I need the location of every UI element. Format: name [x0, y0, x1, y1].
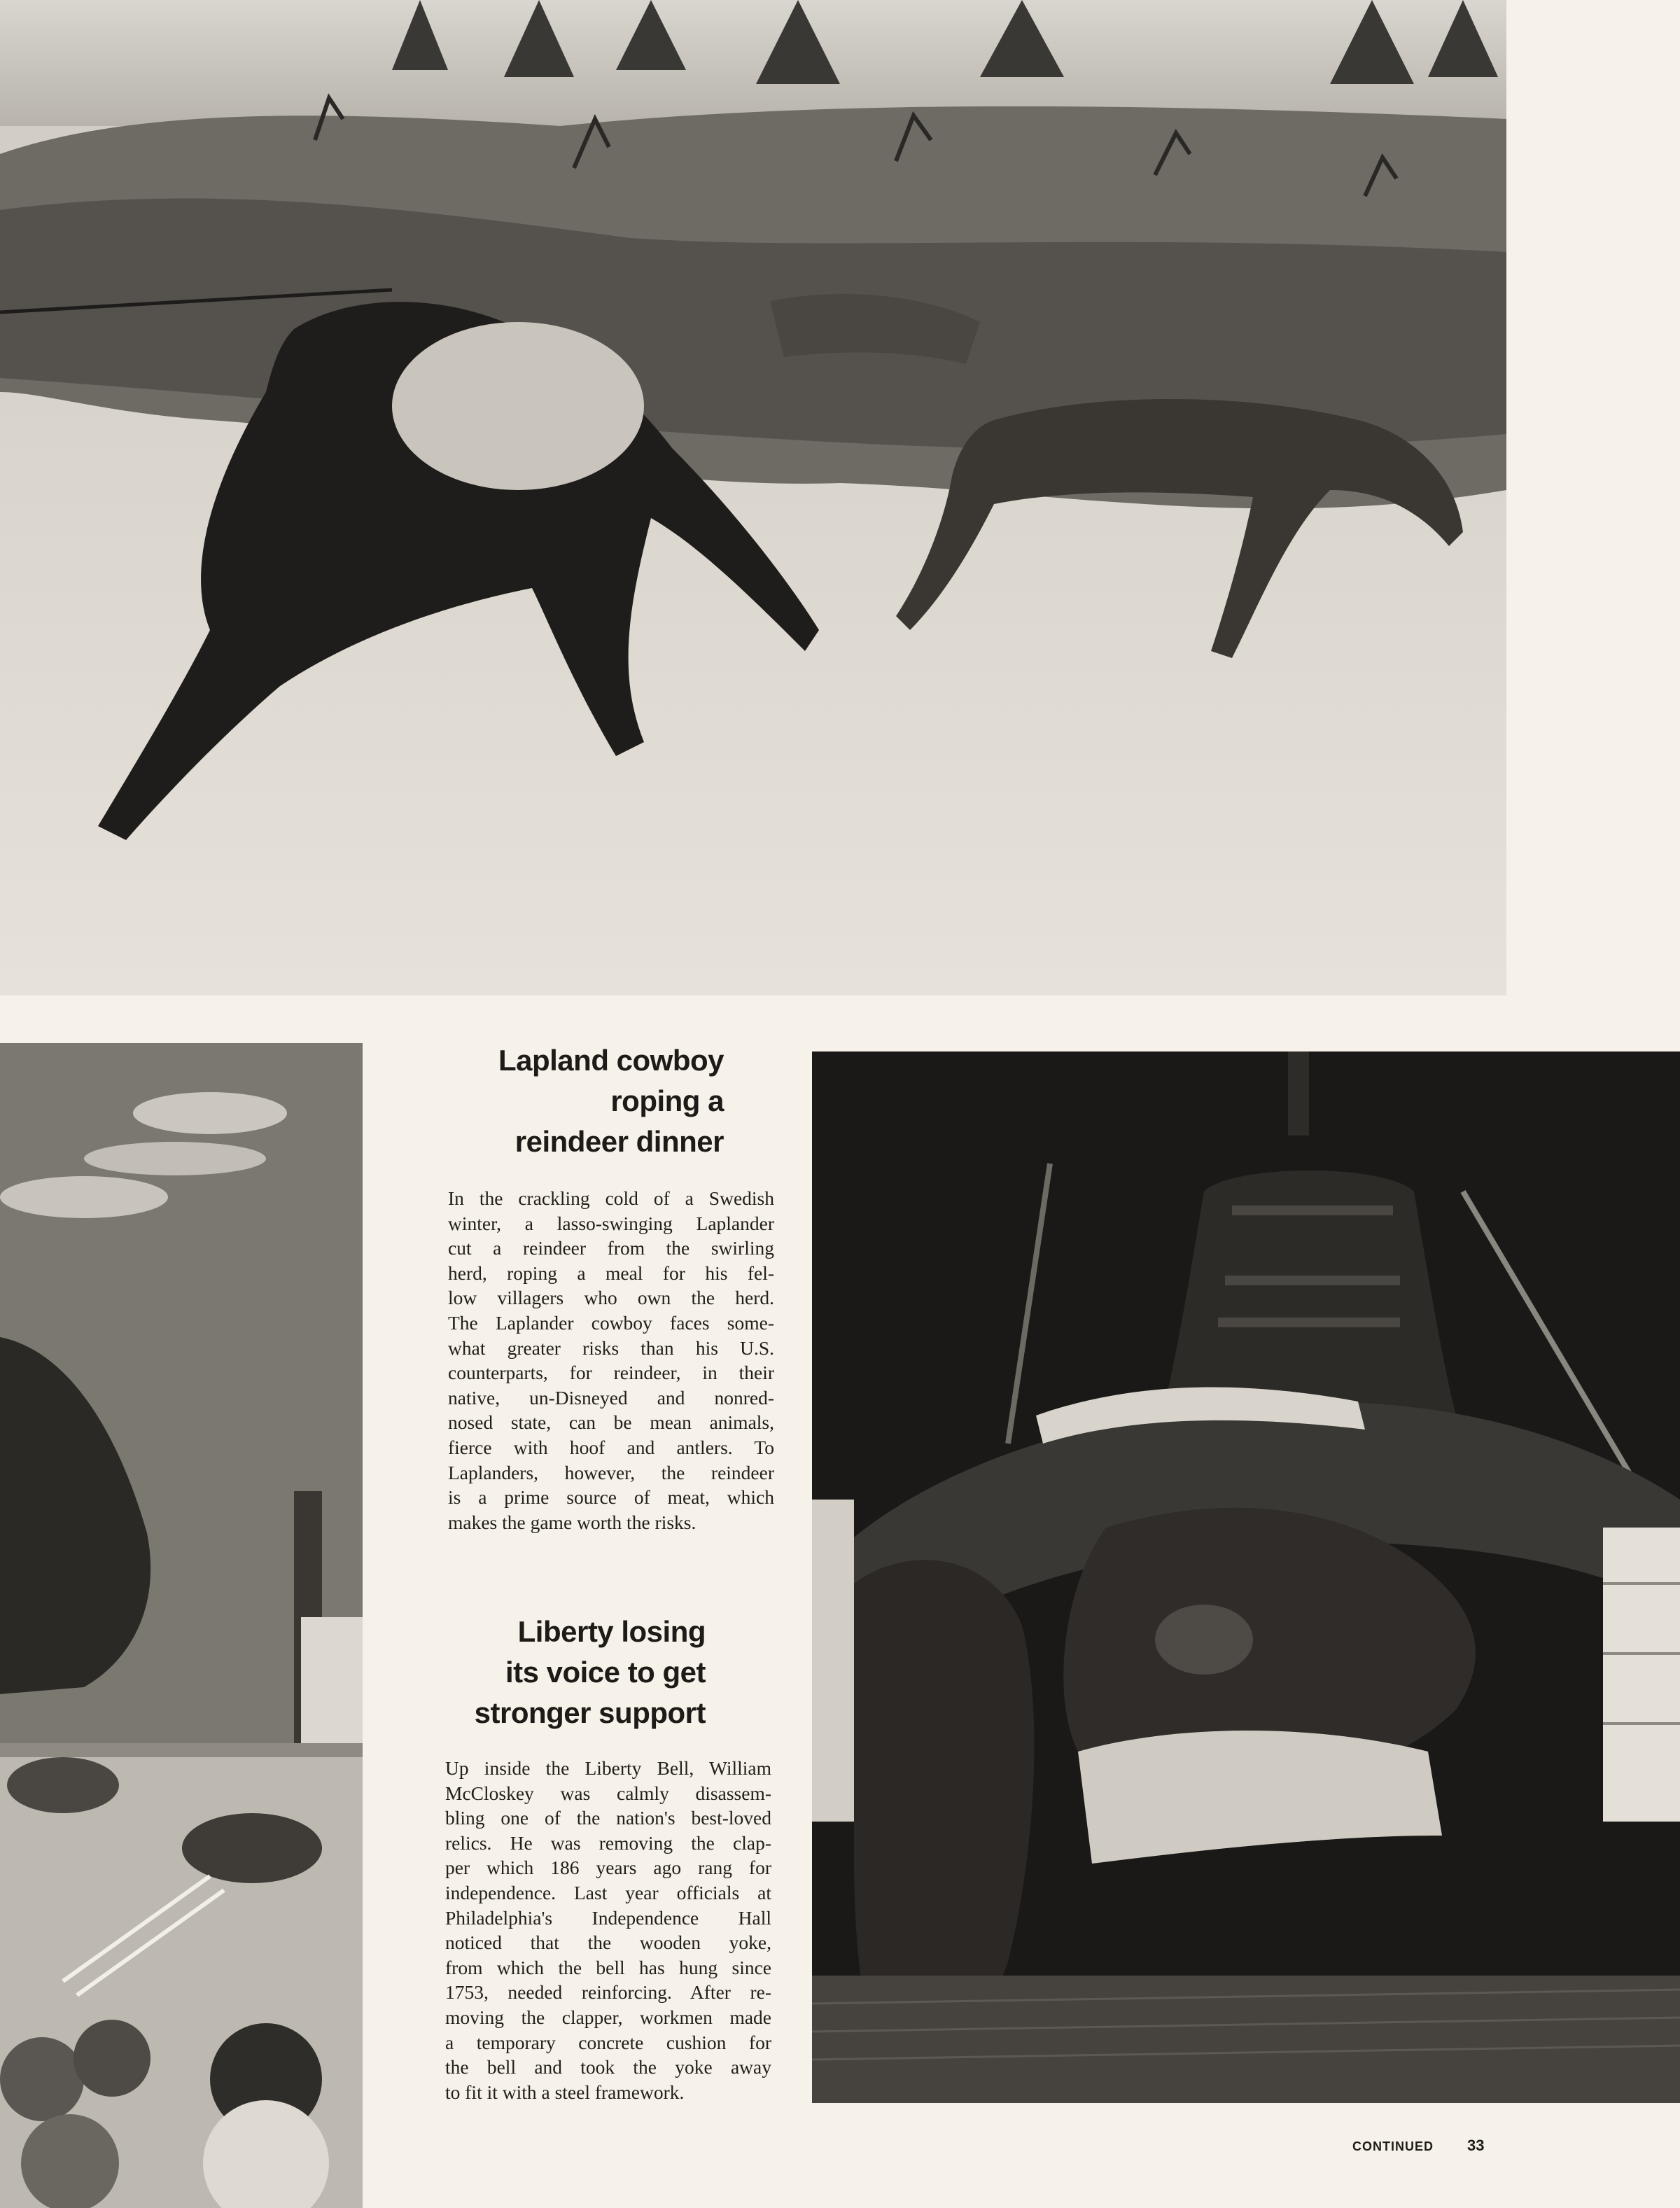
headline-line: reindeer dinner	[514, 1125, 724, 1158]
body-line: a temporary concrete cushion for	[445, 2031, 771, 2053]
headline-line: roping a	[610, 1084, 724, 1117]
body-line: McCloskey was calmly disassem-	[445, 1782, 771, 1804]
body-line: per which 186 years ago rang for	[445, 1857, 771, 1879]
body-line: winter, a lasso-swinging Laplander	[448, 1212, 774, 1234]
body-line: nosed state, can be mean animals,	[448, 1411, 774, 1434]
body-line: cut a reindeer from the swirling	[448, 1237, 774, 1259]
headline-line: Lapland cowboy	[498, 1044, 724, 1077]
headline-liberty-losing-voice	[392, 1612, 706, 1733]
picnic-table-illustration	[0, 1043, 363, 2208]
body-line: In the crackling cold of a Swedish	[448, 1187, 774, 1209]
reindeer-herd-photo	[0, 0, 1506, 995]
body-line: to fit it with a steel framework.	[445, 2081, 685, 2103]
liberty-bell-repair-photo	[812, 1051, 1680, 2103]
body-line: herd, roping a meal for his fel-	[448, 1262, 774, 1284]
page-number: 33	[1467, 2137, 1485, 2154]
body-line: Laplanders, however, the reindeer	[448, 1461, 774, 1483]
body-line: fierce with hoof and antlers. To	[448, 1436, 774, 1458]
headline-lapland-cowboy	[392, 1040, 724, 1162]
body-line: low villagers who own the herd.	[448, 1287, 774, 1309]
body-line: noticed that the wooden yoke,	[445, 1931, 771, 1954]
headline-line: stronger support	[474, 1696, 706, 1729]
body-line: Up inside the Liberty Bell, William	[445, 1757, 771, 1779]
body-line: makes the game worth the risks.	[448, 1511, 696, 1533]
article-body-lapland	[448, 1186, 774, 1535]
body-line: what greater risks than his U.S.	[448, 1336, 774, 1359]
body-line: counterparts, for reindeer, in their	[448, 1362, 774, 1384]
body-line: the bell and took the yoke away	[445, 2056, 771, 2078]
body-line: independence. Last year officials at	[445, 1881, 771, 1903]
body-line: bling one of the nation's best-loved	[445, 1807, 771, 1829]
body-line: Philadelphia's Independence Hall	[445, 1906, 771, 1929]
body-line: native, un-Disneyed and nonred-	[448, 1386, 774, 1409]
body-line: is a prime source of meat, which	[448, 1486, 774, 1509]
body-line: The Laplander cowboy faces some-	[448, 1311, 774, 1334]
article-body-liberty	[445, 1756, 771, 2104]
reindeer-herd-illustration	[0, 0, 1506, 995]
continued-label: CONTINUED	[1352, 2139, 1434, 2153]
body-line: 1753, needed reinforcing. After re-	[445, 1981, 771, 2004]
headline-line: Liberty losing	[517, 1615, 706, 1648]
body-line: relics. He was removing the clap-	[445, 1831, 771, 1854]
liberty-bell-illustration	[812, 1051, 1680, 2103]
body-line: from which the bell has hung since	[445, 1956, 771, 1978]
headline-line: its voice to get	[505, 1656, 706, 1689]
body-line: moving the clapper, workmen made	[445, 2006, 771, 2028]
picnic-table-photo	[0, 1043, 363, 2208]
